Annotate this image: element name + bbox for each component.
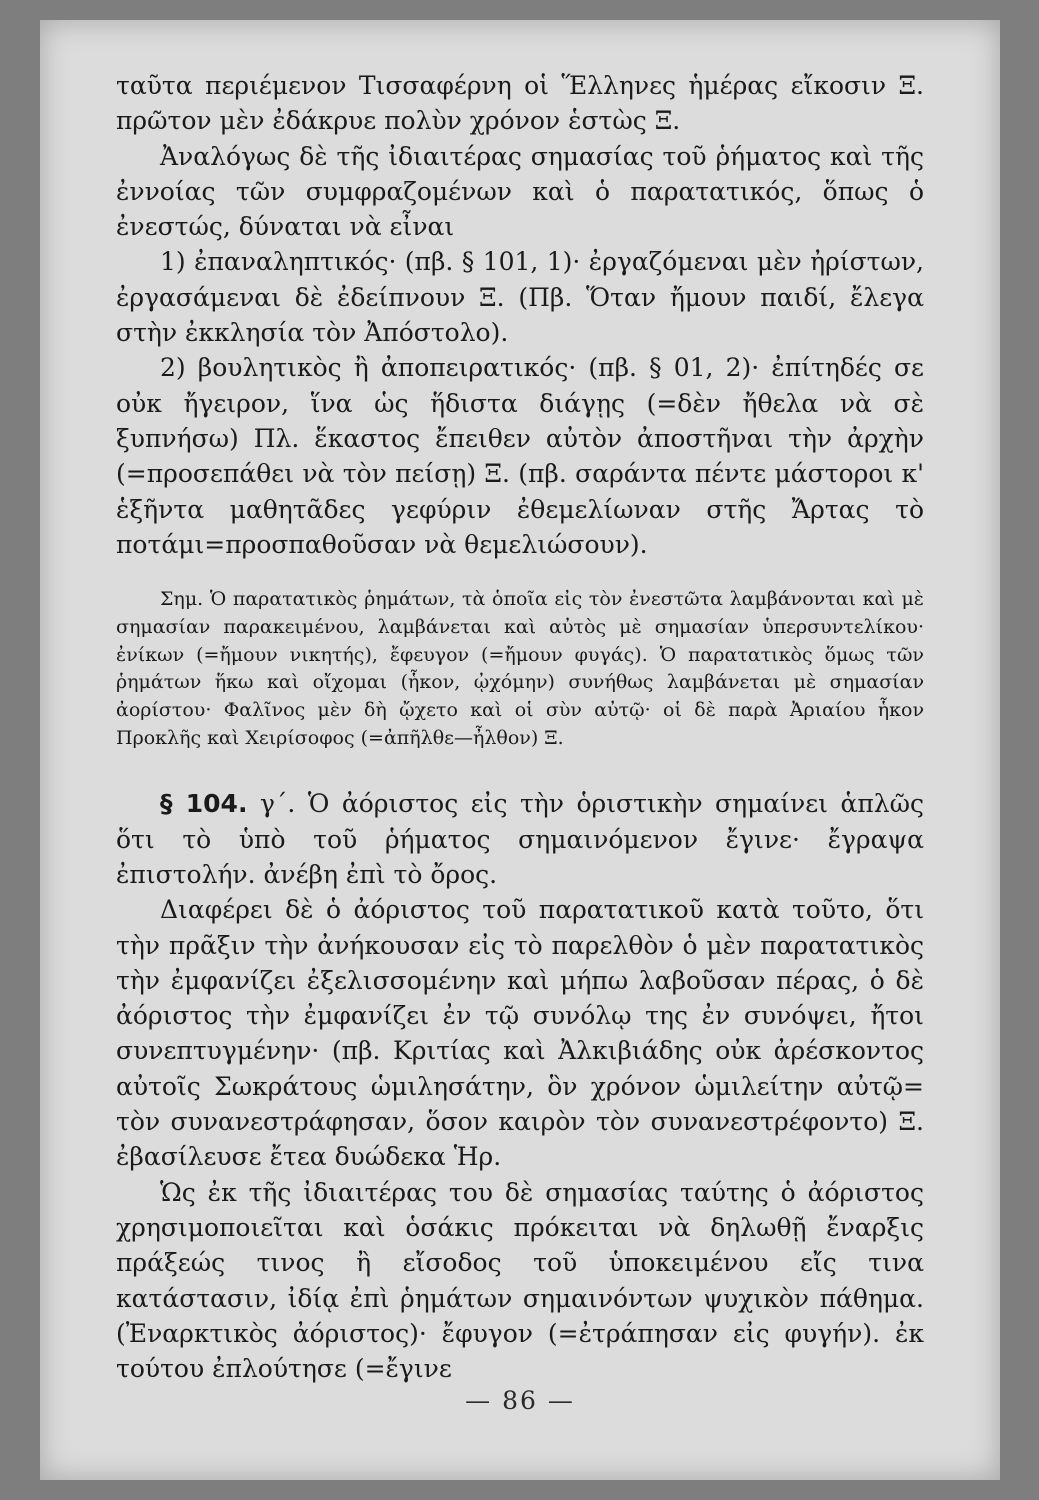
paragraph-diaferei: Διαφέρει δὲ ὁ ἀόριστος τοῦ παρατατικοῦ κατὰ τοῦτο, ὅτι τὴν πρᾶξιν τὴν ἀνήκουσαν εἰς τὸ παρελθὸν ὁ μὲν παρατατικὸς τὴν ἐμφανίζει ἐξελισσομένην καὶ μήπω λαβοῦσαν πέρας, ὁ δὲ ἀόριστος τὴν ἐμφανίζει ἐν τῷ συνόλῳ της ἐν συνόψει, ἤτοι συνεπτυγμένην· (πβ. Κριτίας καὶ Ἀλκιβιάδης οὐκ ἀρέσκοντος αὐτοῖς Σωκράτους ὡμιλησάτην, ὃν χρόνον ὡμιλείτην αὐτῷ= τὸν συνανεστράφησαν, ὅσον καιρὸν τὸν συνανεστρέφοντο) Ξ. ἐβασίλευσε ἔτεα δυώδεκα Ἡρ. — [116, 895, 924, 1172]
section-text: γ΄. Ὁ ἀόριστος εἰς τὴν ὁριστικὴν σημαίνει ἁπλῶς ὅτι τὸ ὑπὸ τοῦ ῥήματος σημαινόμενον ἔγινε· ἔγραψα ἐπιστολήν. ἀνέβη ἐπὶ τὸ ὄρος. — [116, 789, 925, 889]
list-item-1: 1) ἐπαναληπτικός· (πβ. § 101, 1)· ἐργαζόμεναι μὲν ἠρίστων, ἐργασάμεναι δὲ ἐδείπνουν Ξ. (Πβ. Ὅταν ἤμουν παιδί, ἔλεγα στὴν ἐκκλησία τὸν Ἀπόστολο). — [116, 247, 924, 348]
page-number: — 86 — — [465, 1386, 575, 1415]
book-page — [40, 20, 1000, 1480]
note-paragraph: Σημ. Ὁ παρατατικὸς ῥημάτων, τὰ ὁποῖα εἰς τὸν ἐνεστῶτα λαμβάνονται καὶ μὲ σημασίαν παρακειμένου, λαμβάνεται καὶ αὐτὸς μὲ σημασίαν ὑπερσυντελίκου· ἐνίκων (=ἤμουν νικητής), ἔφευγον (=ἤμουν φυγάς). Ὁ παρατατικὸς ὅμως τῶν ῥημάτων ἥκω καὶ οἴχομαι (ἧκον, ᾠχόμην) συνήθως λαμβάνεται μὲ σημασίαν ἀορίστου· Φαλῖνος μὲν δὴ ᾤχετο καὶ οἱ σὺν αὐτῷ· οἱ δὲ παρὰ Ἀριαίου ἧκον Προκλῆς καὶ Χειρίσοφος (=ἀπῆλθε—ἦλθον) Ξ. — [116, 588, 924, 749]
section-104 — [116, 786, 924, 892]
paragraph-analogos: Ἀναλόγως δὲ τῆς ἰδιαιτέρας σημασίας τοῦ ῥήματος καὶ τῆς ἐννοίας τῶν συμφραζομένων καὶ ὁ παρατατικός, ὅπως ὁ ἐνεστώς, δύναται νὰ εἶναι — [116, 141, 924, 242]
section-number: § 104. — [160, 789, 248, 819]
list-item-2: 2) βουλητικὸς ἢ ἀποπειρατικός· (πβ. § 01, 2)· ἐπίτηδές σε οὐκ ἤγειρον, ἵνα ὡς ἥδιστα διάγῃς (=δὲν ἤθελα νὰ σὲ ξυπνήσω) Πλ. ἕκαστος ἔπειθεν αὐτὸν ἀποστῆναι τὴν ἀρχὴν (=προσεπάθει νὰ τὸν πείσῃ) Ξ. (πβ. σαράντα πέντε μάστοροι κ' ἑξῆντα μαθητᾶδες γεφύριν ἐθεμελίωναν στῆς Ἄρτας τὸ ποτάμι=προσπαθοῦσαν νὰ θεμελιώσουν). — [116, 353, 924, 559]
page-body — [116, 68, 924, 1386]
opening-lines: ταῦτα περιέμενον Τισσαφέρνη οἱ Ἕλληνες ἡμέρας εἴκοσιν Ξ. πρῶτον μὲν ἐδάκρυε πολὺν χρόνον ἑστὼς Ξ. — [116, 71, 924, 136]
paragraph-os: Ὡς ἐκ τῆς ἰδιαιτέρας του δὲ σημασίας ταύτης ὁ ἀόριστος χρησιμοποιεῖται καὶ ὁσάκις πρόκειται νὰ δηλωθῇ ἔναρξις πράξεώς τινος ἢ εἴσοδος τοῦ ὑποκειμένου εἴς τινα κατάστασιν, ἰδίᾳ ἐπὶ ῥημάτων σημαινόντων ψυχικὸν πάθημα. (Ἐναρκτικὸς ἀόριστος)· ἔφυγον (=ἐτράπησαν εἰς φυγήν). ἐκ τούτου ἐπλούτησε (=ἔγινε — [116, 1177, 924, 1384]
